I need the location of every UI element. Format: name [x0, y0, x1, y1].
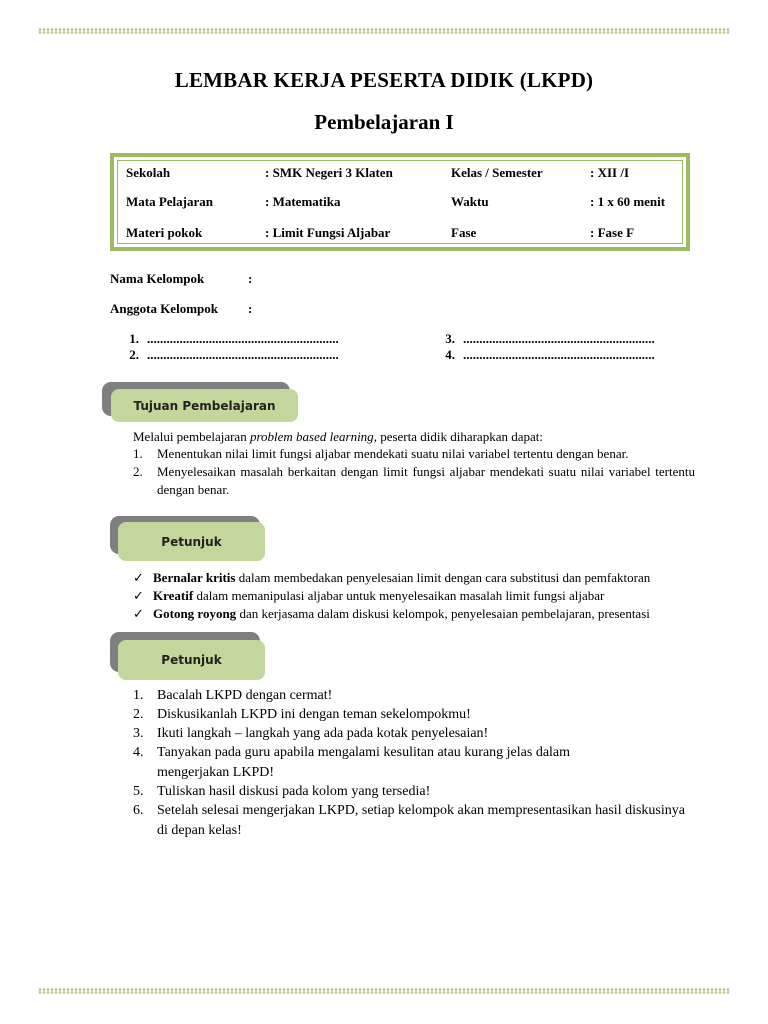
decorative-border-bottom [38, 988, 730, 994]
sekolah-value: : SMK Negeri 3 Klaten [265, 165, 393, 180]
member-number: 1. [129, 331, 139, 346]
tujuan-intro: Melalui pembelajaran problem based learning, peserta didik diharapkan dapat: [133, 429, 543, 444]
kelas-value: : XII /I [590, 165, 630, 180]
check-icon: ✓ [133, 588, 144, 603]
waktu-label: Waktu [451, 194, 489, 209]
fase-value: : Fase F [590, 225, 635, 240]
petunjuk-step-4: 4. Tanyakan pada guru apabila mengalami kesulitan atau kurang jelas dalam mengerjakan LKPD! [133, 745, 571, 780]
check-icon: ✓ [133, 570, 144, 585]
nama-kelompok-colon: : [248, 271, 253, 286]
nama-kelompok-label: Nama Kelompok [110, 271, 205, 286]
member-blank: ........................................................... [463, 347, 655, 362]
materi-value: : Limit Fungsi Aljabar [265, 225, 391, 240]
sekolah-label: Sekolah [126, 165, 171, 180]
sikap-item-1: ✓ Bernalar kritis dalam membedakan penyelesaian limit dengan cara substitusi dan pemfaktoran [133, 570, 651, 585]
page-title: LEMBAR KERJA PESERTA DIDIK (LKPD) [174, 68, 594, 92]
member-number: 3. [445, 331, 455, 346]
member-blank: ........................................................... [463, 331, 655, 346]
tujuan-item-2: 2. Menyelesaikan masalah berkaitan dengan limit fungsi aljabar mendekati suatu nilai variabel tertentu dengan benar. [133, 464, 695, 497]
sikap-item-2: ✓ Kreatif dalam memanipulasi aljabar untuk menyelesaikan masalah limit fungsi aljabar [133, 588, 605, 603]
member-line-3[interactable] [433, 331, 655, 347]
tujuan-tag-label: Tujuan Pembelajaran [111, 389, 298, 422]
tujuan-item-1: 1. Menentukan nilai limit fungsi aljabar mendekati suatu nilai variabel tertentu dengan benar. [133, 446, 629, 461]
petunjuk-tag-2 [110, 632, 270, 682]
check-icon: ✓ [133, 606, 144, 621]
petunjuk-step-6: 6. Setelah selesai mengerjakan LKPD, setiap kelompok akan mempresentasikan hasil diskusinya di depan kelas! [133, 803, 685, 838]
member-line-2[interactable] [117, 347, 339, 363]
member-blank: ........................................................... [147, 347, 339, 362]
anggota-kelompok-label: Anggota Kelompok [110, 301, 218, 316]
fase-label: Fase [451, 225, 477, 240]
member-line-1[interactable] [117, 331, 339, 347]
decorative-border-top [38, 28, 730, 34]
member-line-4[interactable] [433, 347, 655, 363]
sikap-item-3: ✓ Gotong royong dan kerjasama dalam diskusi kelompok, penyelesaian pembelajaran, presentasi [133, 606, 650, 621]
member-number: 4. [445, 347, 455, 362]
anggota-kelompok-colon: : [248, 301, 253, 316]
tujuan-tag [102, 382, 302, 424]
petunjuk-tag-1-label: Petunjuk [118, 522, 265, 561]
page-subtitle: Pembelajaran I [314, 110, 454, 134]
member-number: 2. [129, 347, 139, 362]
mapel-value: : Matematika [265, 194, 341, 209]
kelas-label: Kelas / Semester [451, 165, 543, 180]
materi-label: Materi pokok [126, 225, 203, 240]
waktu-value: : 1 x 60 menit [590, 194, 666, 209]
tujuan-intro-emphasis: problem based learning [249, 429, 374, 444]
petunjuk-tag-2-label: Petunjuk [118, 640, 265, 680]
member-blank: ........................................................... [147, 331, 339, 346]
petunjuk-tag-1 [110, 516, 270, 564]
mapel-label: Mata Pelajaran [126, 194, 214, 209]
